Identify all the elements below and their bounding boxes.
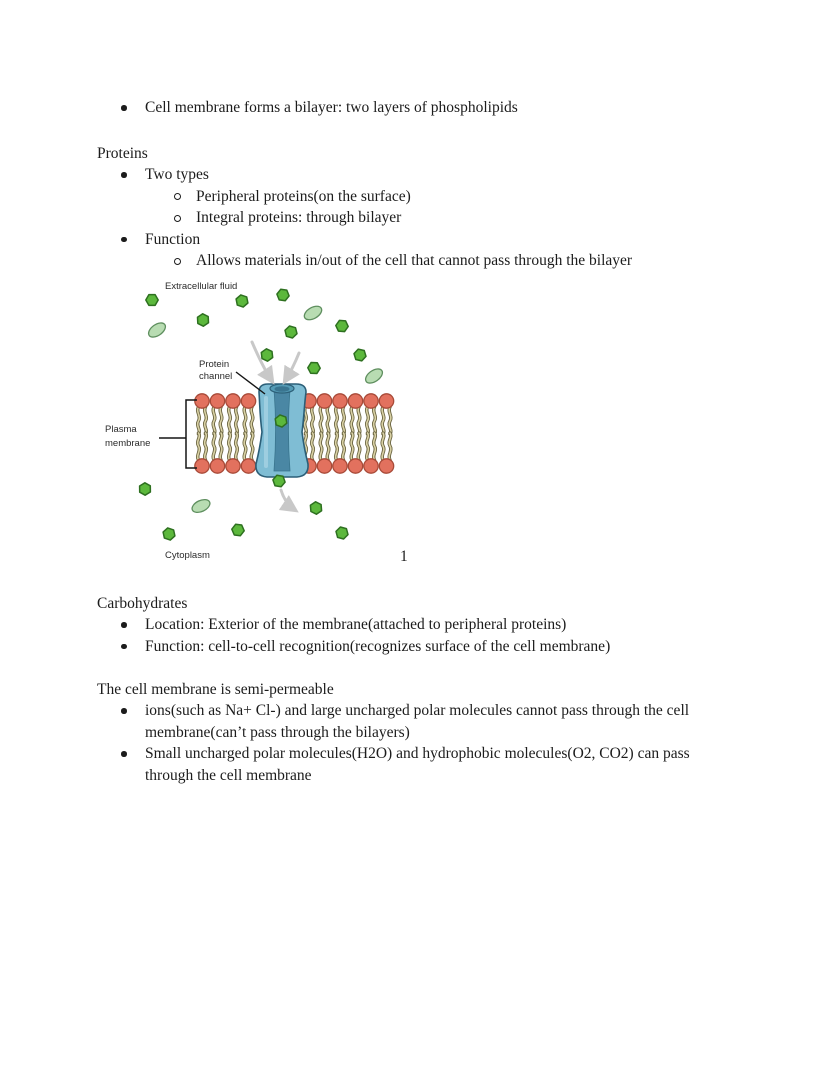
bullet-icon [121,237,127,243]
bullet-item-function [97,229,757,250]
bullet-icon [121,105,127,111]
solute-hexagon-molecule [198,314,209,326]
solute-hexagon-molecule [146,295,158,306]
circle-bullet-icon [174,258,181,265]
bullet-icon [121,172,127,178]
bullet-icon [121,751,127,757]
bullet-text: Peripheral proteins(on the surface) [196,187,411,205]
solute-hexagon-molecule [354,349,366,361]
bullet-item-ions [97,700,757,743]
proteins-section [97,143,757,271]
bullet-item-small-molecules [97,743,757,786]
arrow-out-of-channel [281,490,295,510]
bullet-text: Cell membrane forms a bilayer: two layers of phospholipids [145,99,518,116]
bullet-text-line2: through the cell membrane [145,766,312,784]
solute-hexagon-molecule [336,320,348,331]
section-heading-carbohydrates: Carbohydrates [97,595,188,612]
bullet-item-two-types [97,164,757,185]
bullet-text: Integral proteins: through bilayer [196,209,402,227]
bullet-icon [121,708,127,714]
section-heading-proteins: Proteins [97,145,148,162]
solute-hexagon-molecule [336,527,348,539]
bullet-item-location [97,614,757,635]
solute-hexagon-molecule [163,528,175,540]
protein-channel-label-line2: channel [199,371,233,382]
solute-oval-molecule [146,320,168,340]
membrane-diagram [100,278,420,568]
arrow-into-channel-left [252,342,272,381]
bullet-icon [121,622,127,628]
bullet-text-line1: Small uncharged polar molecules(H2O) and hydrophobic molecules(O2, CO2) can pass [145,745,690,763]
bullet-text: Location: Exterior of the membrane(attached to peripheral proteins) [145,616,567,634]
solute-hexagon-molecule [285,326,297,338]
annotation-lines [159,372,265,468]
bullet-icon [121,644,127,650]
section-heading-semi-permeable: The cell membrane is semi-permeable [97,681,334,698]
bullet-text: Function [145,230,201,248]
solute-hexagon-molecule [277,289,289,300]
intro-section [97,97,757,118]
channel-highlight [264,396,268,468]
bullet-item-allows [97,250,757,271]
bullet-item-peripheral [97,186,757,207]
plasma-membrane-label-line1: Plasma [105,424,137,435]
page-number: 1 [400,548,408,565]
protein-channel-label-line1: Protein [199,359,230,370]
solute-hexagon-molecule [275,415,287,427]
channel-pore [274,389,290,471]
bullet-item-carb-function [97,636,757,657]
bullet-text: Allows materials in/out of the cell that cannot pass through the bilayer [196,252,633,270]
solute-hexagon-molecule [261,349,272,361]
extracellular-fluid-label: Extracellular fluid [165,281,238,292]
solute-hexagon-molecule [232,524,244,535]
plasma-membrane-label-line2: membrane [105,438,151,449]
protein-channel-pointer-line [236,372,265,394]
solute-hexagon-molecule [308,363,320,374]
circle-bullet-icon [174,193,181,200]
solute-hexagon-molecule [236,295,248,307]
bullet-item-integral [97,207,757,228]
protein-channel-shape [256,384,308,477]
bullet-text-line2: membrane(can’t pass through the bilayers) [145,723,410,741]
bullet-text-line1: ions(such as Na+ Cl-) and large uncharged polar molecules cannot pass through the cell [145,702,690,720]
bullet-text: Function: cell-to-cell recognition(recognizes surface of the cell membrane) [145,637,611,655]
permeability-section [97,679,757,786]
solute-oval-molecule [190,497,212,515]
solute-oval-molecule [302,303,324,322]
channel-opening-inner [275,386,290,392]
carbohydrates-section [97,593,757,657]
arrow-into-channel-right [285,353,299,381]
solute-hexagon-molecule [140,483,151,495]
bullet-item-bilayer [97,97,757,118]
solute-oval-molecule [363,366,385,386]
plasma-membrane-bracket [159,400,197,468]
cytoplasm-label: Cytoplasm [165,550,210,561]
circle-bullet-icon [174,215,181,222]
solute-hexagon-molecule [310,502,321,514]
solute-hexagon-molecule [273,475,285,487]
bullet-text: Two types [145,166,209,184]
